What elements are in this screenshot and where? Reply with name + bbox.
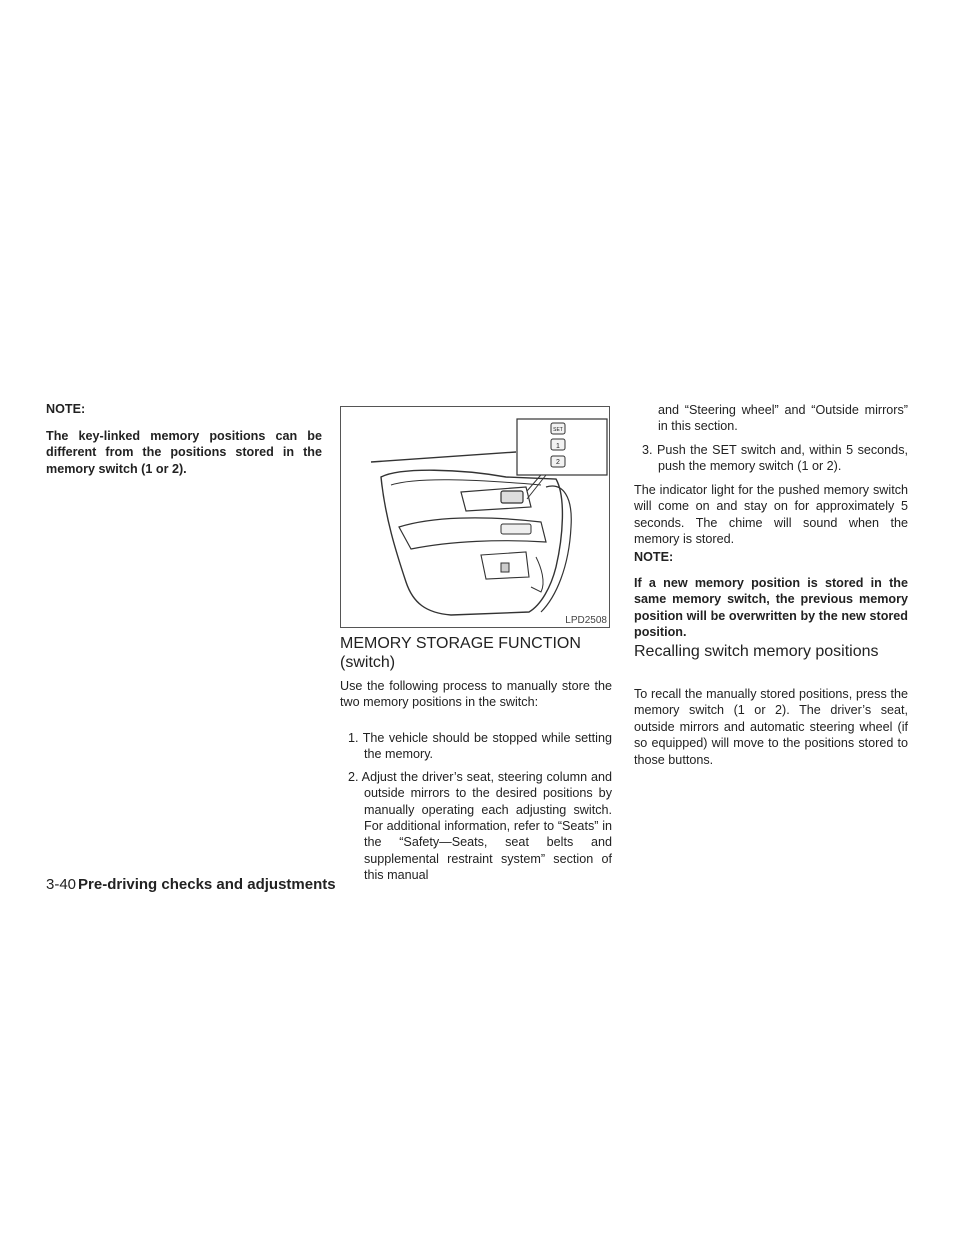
note-text: The key-linked memory positions can be different from the positions stored in the memory switch (1 or 2). (46, 429, 322, 476)
step-3: 3. Push the SET switch and, within 5 seconds, push the memory switch (1 or 2). (642, 443, 908, 474)
memory-storage-heading: MEMORY STORAGE FUNCTION (switch) (340, 635, 581, 671)
door-panel-illustration (341, 407, 609, 627)
section-title: Pre-driving checks and adjustments (78, 876, 336, 893)
note-label-2: NOTE: (634, 550, 674, 564)
memory-steps-continued (634, 442, 908, 475)
memory-2-button-label: 2 (556, 459, 560, 466)
step-2-continued: and “Steering wheel” and “Outside mirrors” in this section. (658, 403, 908, 434)
memory-storage-intro: Use the following process to manually store the two memory positions in the switch: (340, 679, 612, 710)
note-label: NOTE: (46, 402, 86, 416)
step-2: 2. Adjust the driver’s seat, steering column and outside mirrors to the desired positions by manually operating each adjusting switch. For additional information, refer to “Seats” in the “Safety—Seats, seat belts and supplemental restraint system” section of this manual (348, 769, 612, 883)
set-button-label: SET (553, 427, 563, 433)
page-footer (46, 876, 336, 893)
figure-code: LPD2508 (565, 615, 607, 626)
door-panel-figure (340, 406, 610, 628)
recall-text: To recall the manually stored positions, press the memory switch (1 or 2). The driver’s seat, outside mirrors and automatic steering wheel (if so equipped) will move to the positions stored to those buttons. (634, 687, 908, 767)
note-text-2: If a new memory position is stored in the same memory switch, the previous memory position will be overwritten by the new stored position. (634, 576, 908, 640)
step-1: 1. The vehicle should be stopped while setting the memory. (348, 731, 612, 762)
memory-steps-list (340, 730, 612, 890)
page-number: 3-40 (46, 876, 77, 893)
indicator-text: The indicator light for the pushed memory switch will come on and stay on for approximately 5 seconds. The chime will sound when the memory is stored. (634, 483, 908, 547)
recall-heading: Recalling switch memory positions (634, 643, 879, 660)
memory-1-button-label: 1 (556, 443, 560, 450)
